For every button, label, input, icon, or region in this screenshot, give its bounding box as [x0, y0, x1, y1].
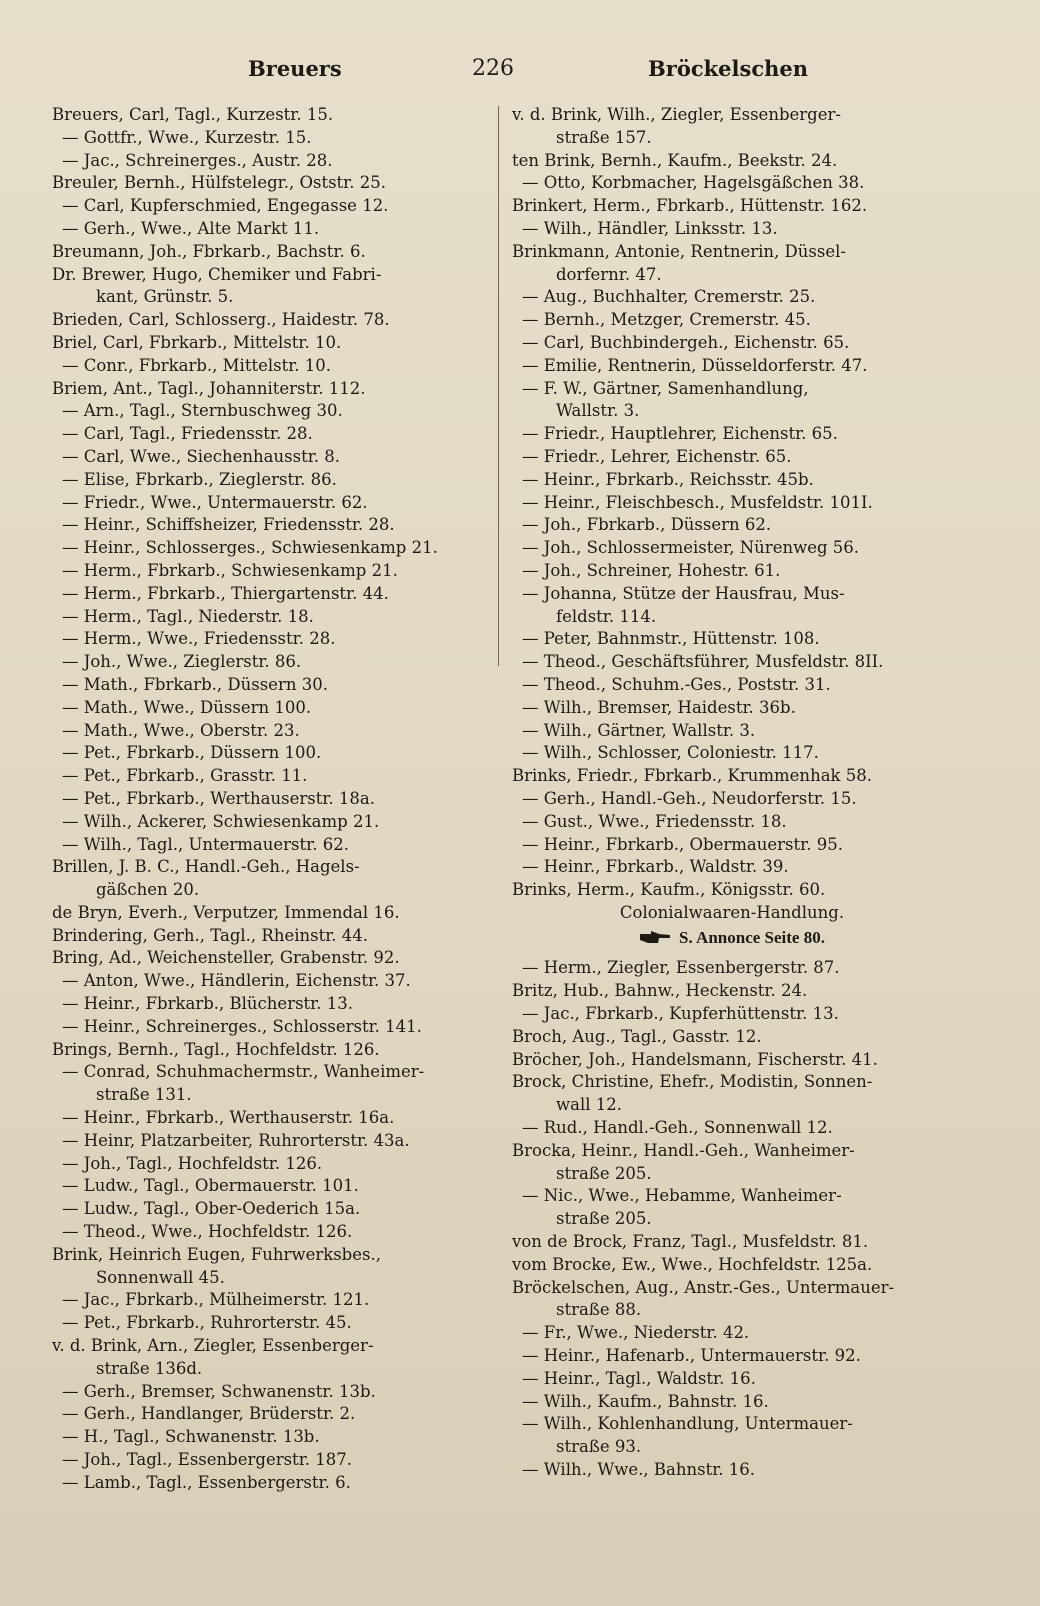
- directory-entry: Britz, Hub., Bahnw., Heckenstr. 24.: [512, 981, 808, 1001]
- directory-entry: Brocka, Heinr., Handl.-Geh., Wanheimer-: [512, 1140, 855, 1160]
- directory-entry: straße 93.: [556, 1437, 642, 1457]
- directory-entry: — Heinr., Hafenarb., Untermauerstr. 92.: [522, 1346, 861, 1366]
- directory-entry: — Heinr, Platzarbeiter, Ruhrorterstr. 43a.: [62, 1130, 410, 1150]
- directory-entry: von de Brock, Franz, Tagl., Musfeldstr. 81.: [512, 1232, 869, 1252]
- directory-entry: — Math., Wwe., Düssern 100.: [62, 697, 312, 717]
- directory-entry: — Gerh., Bremser, Schwanenstr. 13b.: [62, 1381, 376, 1401]
- directory-entry: straße 136d.: [96, 1358, 203, 1378]
- page-number: 226: [472, 56, 514, 81]
- directory-entry: — Ludw., Tagl., Ober-Oederich 15a.: [62, 1199, 361, 1219]
- directory-entry: gäßchen 20.: [96, 880, 200, 900]
- directory-entry: — Peter, Bahnmstr., Hüttenstr. 108.: [522, 629, 820, 649]
- directory-entry: — F. W., Gärtner, Samenhandlung,: [522, 378, 809, 398]
- directory-entry: de Bryn, Everh., Verputzer, Immendal 16.: [52, 902, 400, 922]
- directory-entry: Brinks, Herm., Kaufm., Königsstr. 60.: [512, 880, 826, 900]
- directory-entry: — Lamb., Tagl., Essenbergerstr. 6.: [62, 1472, 351, 1492]
- directory-entry: — Herm., Tagl., Niederstr. 18.: [62, 606, 314, 626]
- directory-entry: — Herm., Fbrkarb., Schwiesenkamp 21.: [62, 560, 398, 580]
- directory-entry: v. d. Brink, Arn., Ziegler, Essenberger-: [52, 1336, 374, 1356]
- pointing-hand-icon: [639, 930, 671, 944]
- directory-entry: Brings, Bernh., Tagl., Hochfeldstr. 126.: [52, 1039, 380, 1059]
- directory-entry: — Aug., Buchhalter, Cremerstr. 25.: [522, 287, 816, 307]
- directory-entry: — Herm., Fbrkarb., Thiergartenstr. 44.: [62, 583, 389, 603]
- directory-entry: — Friedr., Lehrer, Eichenstr. 65.: [522, 446, 792, 466]
- directory-entry: straße 205.: [556, 1209, 652, 1229]
- directory-entry: — Johanna, Stütze der Hausfrau, Mus-: [522, 583, 845, 603]
- directory-entry: — Heinr., Tagl., Waldstr. 16.: [522, 1368, 756, 1388]
- directory-entry: Bring, Ad., Weichensteller, Grabenstr. 92.: [52, 948, 400, 968]
- directory-entry: — Wilh., Gärtner, Wallstr. 3.: [522, 720, 756, 740]
- directory-entry: — Wilh., Händler, Linksstr. 13.: [522, 218, 778, 238]
- directory-entry: — Conr., Fbrkarb., Mittelstr. 10.: [62, 355, 332, 375]
- directory-entry: — Joh., Tagl., Essenbergerstr. 187.: [62, 1450, 352, 1470]
- directory-entry: — Heinr., Fbrkarb., Reichsstr. 45b.: [522, 469, 814, 489]
- directory-entry: — Pet., Fbrkarb., Ruhrorterstr. 45.: [62, 1313, 352, 1333]
- directory-entry: — Jac., Fbrkarb., Kupferhüttenstr. 13.: [522, 1004, 839, 1024]
- directory-entry: Briem, Ant., Tagl., Johanniterstr. 112.: [52, 378, 366, 398]
- directory-entry: Colonialwaaren-Handlung.: [619, 902, 845, 922]
- directory-entry: — Joh., Wwe., Zieglerstr. 86.: [62, 652, 302, 672]
- directory-entry: — Jac., Fbrkarb., Mülheimerstr. 121.: [62, 1290, 370, 1310]
- directory-entry: — Wilh., Wwe., Bahnstr. 16.: [522, 1460, 756, 1480]
- directory-entry: — Wilh., Kohlenhandlung, Untermauer-: [522, 1414, 853, 1434]
- directory-entry: Bröckelschen, Aug., Anstr.-Ges., Untermauer-: [512, 1277, 895, 1297]
- directory-entry: — Herm., Wwe., Friedensstr. 28.: [62, 629, 336, 649]
- directory-entry: — Ludw., Tagl., Obermauerstr. 101.: [62, 1176, 359, 1196]
- directory-entry: feldstr. 114.: [556, 606, 657, 626]
- directory-entry: straße 88.: [556, 1300, 642, 1320]
- directory-entry: — Fr., Wwe., Niederstr. 42.: [522, 1323, 750, 1343]
- directory-entry: — Bernh., Metzger, Cremerstr. 45.: [522, 310, 811, 330]
- directory-entry: — Wilh., Tagl., Untermauerstr. 62.: [62, 834, 349, 854]
- directory-entry: kant, Grünstr. 5.: [96, 287, 234, 307]
- directory-entry: — Joh., Fbrkarb., Düssern 62.: [522, 515, 772, 535]
- directory-entry: — Wilh., Ackerer, Schwiesenkamp 21.: [62, 811, 380, 831]
- directory-entry: — H., Tagl., Schwanenstr. 13b.: [62, 1427, 320, 1447]
- directory-entry: — Math., Wwe., Oberstr. 23.: [62, 720, 300, 740]
- directory-entry: — Gerh., Handlanger, Brüderstr. 2.: [62, 1404, 356, 1424]
- notice-text: S. Annonce Seite 80.: [679, 927, 825, 947]
- directory-entry: dorfernr. 47.: [556, 264, 662, 284]
- directory-entry: — Joh., Schreiner, Hohestr. 61.: [522, 560, 781, 580]
- column-divider: [498, 106, 499, 666]
- directory-entry: — Pet., Fbrkarb., Düssern 100.: [62, 743, 322, 763]
- directory-entry: — Conrad, Schuhmachermstr., Wanheimer-: [62, 1062, 425, 1082]
- directory-entry: Brock, Christine, Ehefr., Modistin, Sonnen-: [512, 1072, 873, 1092]
- directory-entry: Dr. Brewer, Hugo, Chemiker und Fabri-: [52, 264, 382, 284]
- directory-entry: Bröcher, Joh., Handelsmann, Fischerstr. 41.: [512, 1049, 878, 1069]
- directory-entry: — Friedr., Wwe., Untermauerstr. 62.: [62, 492, 368, 512]
- directory-entry: Brieden, Carl, Schlosserg., Haidestr. 78.: [52, 310, 390, 330]
- directory-entry: Breuler, Bernh., Hülfstelegr., Oststr. 25.: [52, 173, 386, 193]
- directory-entry: — Arn., Tagl., Sternbuschweg 30.: [62, 401, 343, 421]
- directory-entry: — Theod., Schuhm.-Ges., Poststr. 31.: [522, 674, 831, 694]
- directory-entry: — Elise, Fbrkarb., Zieglerstr. 86.: [62, 469, 337, 489]
- directory-entry: — Gerh., Wwe., Alte Markt 11.: [62, 218, 320, 238]
- directory-entry: — Heinr., Fleischbesch., Musfeldstr. 101I.: [522, 492, 873, 512]
- directory-entry: — Carl, Kupferschmied, Engegasse 12.: [62, 196, 389, 216]
- directory-entry: — Heinr., Fbrkarb., Waldstr. 39.: [522, 857, 789, 877]
- directory-entry: — Emilie, Rentnerin, Düsseldorferstr. 47.: [522, 355, 868, 375]
- directory-entry: straße 157.: [556, 127, 652, 147]
- directory-entry: — Rud., Handl.-Geh., Sonnenwall 12.: [522, 1118, 833, 1138]
- directory-entry: Breuers, Carl, Tagl., Kurzestr. 15.: [52, 105, 334, 124]
- directory-entry: vom Brocke, Ew., Wwe., Hochfeldstr. 125a.: [512, 1254, 873, 1274]
- directory-entry: — Otto, Korbmacher, Hagelsgäßchen 38.: [522, 173, 865, 193]
- header-left-keyword: Breuers: [248, 56, 342, 81]
- directory-entry: — Anton, Wwe., Händlerin, Eichenstr. 37.: [62, 971, 411, 991]
- directory-entry: — Heinr., Schreinerges., Schlosserstr. 141.: [62, 1016, 422, 1036]
- directory-entry: Briel, Carl, Fbrkarb., Mittelstr. 10.: [52, 332, 342, 352]
- directory-entry: — Nic., Wwe., Hebamme, Wanheimer-: [522, 1186, 842, 1206]
- directory-entry: — Heinr., Fbrkarb., Blücherstr. 13.: [62, 994, 353, 1014]
- directory-entry: — Gust., Wwe., Friedensstr. 18.: [522, 811, 787, 831]
- right-column: [512, 104, 952, 1482]
- directory-entry: — Jac., Schreinerges., Austr. 28.: [62, 150, 333, 170]
- directory-entry: — Math., Fbrkarb., Düssern 30.: [62, 674, 328, 694]
- directory-entry: Sonnenwall 45.: [96, 1267, 225, 1287]
- directory-entry: — Carl, Tagl., Friedensstr. 28.: [62, 424, 313, 444]
- directory-entry: straße 131.: [96, 1085, 192, 1105]
- directory-entry: straße 205.: [556, 1163, 652, 1183]
- directory-entry: Brindering, Gerh., Tagl., Rheinstr. 44.: [52, 925, 369, 945]
- directory-entry: — Wilh., Kaufm., Bahnstr. 16.: [522, 1391, 769, 1411]
- directory-entry: — Gottfr., Wwe., Kurzestr. 15.: [62, 127, 312, 147]
- directory-entry: — Heinr., Fbrkarb., Werthauserstr. 16a.: [62, 1108, 395, 1128]
- directory-entry: — Herm., Ziegler, Essenbergerstr. 87.: [522, 958, 840, 978]
- directory-entry: — Carl, Buchbindergeh., Eichenstr. 65.: [522, 332, 850, 352]
- directory-entry: — Wilh., Schlosser, Coloniestr. 117.: [522, 743, 819, 763]
- directory-entry: Breumann, Joh., Fbrkarb., Bachstr. 6.: [52, 241, 366, 261]
- directory-entry: Brinkmann, Antonie, Rentnerin, Düssel-: [512, 241, 846, 261]
- directory-entry: — Pet., Fbrkarb., Werthauserstr. 18a.: [62, 788, 376, 808]
- header-right-keyword: Bröckelschen: [648, 56, 809, 81]
- directory-entry: — Theod., Geschäftsführer, Musfeldstr. 8II.: [522, 652, 884, 672]
- directory-entry: — Joh., Tagl., Hochfeldstr. 126.: [62, 1153, 323, 1173]
- directory-entry: Brillen, J. B. C., Handl.-Geh., Hagels-: [52, 857, 360, 877]
- directory-entry: ten Brink, Bernh., Kaufm., Beekstr. 24.: [512, 150, 838, 170]
- directory-entry: — Heinr., Fbrkarb., Obermauerstr. 95.: [522, 834, 843, 854]
- directory-entry: — Joh., Schlossermeister, Nürenweg 56.: [522, 538, 860, 558]
- directory-entry: — Gerh., Handl.-Geh., Neudorferstr. 15.: [522, 788, 857, 808]
- page-header: [0, 52, 1040, 86]
- directory-entry: — Friedr., Hauptlehrer, Eichenstr. 65.: [522, 424, 838, 444]
- directory-entry: wall 12.: [556, 1095, 622, 1115]
- advertisement-notice: [512, 927, 952, 950]
- directory-entry: — Wilh., Bremser, Haidestr. 36b.: [522, 697, 796, 717]
- directory-entry: Wallstr. 3.: [556, 401, 640, 421]
- directory-entry: Brink, Heinrich Eugen, Fuhrwerksbes.,: [52, 1244, 381, 1264]
- directory-entry: v. d. Brink, Wilh., Ziegler, Essenberger-: [512, 105, 841, 124]
- left-column: [52, 104, 488, 1495]
- directory-entry: — Carl, Wwe., Siechenhausstr. 8.: [62, 446, 341, 466]
- directory-entry: — Theod., Wwe., Hochfeldstr. 126.: [62, 1222, 353, 1242]
- directory-entry: — Heinr., Schlosserges., Schwiesenkamp 21.: [62, 538, 438, 558]
- directory-entry: — Pet., Fbrkarb., Grasstr. 11.: [62, 766, 308, 786]
- directory-entry: Brinks, Friedr., Fbrkarb., Krummenhak 58.: [512, 766, 873, 786]
- directory-entry: — Heinr., Schiffsheizer, Friedensstr. 28.: [62, 515, 395, 535]
- directory-entry: Broch, Aug., Tagl., Gasstr. 12.: [512, 1026, 762, 1046]
- directory-entry: Brinkert, Herm., Fbrkarb., Hüttenstr. 162.: [512, 196, 868, 216]
